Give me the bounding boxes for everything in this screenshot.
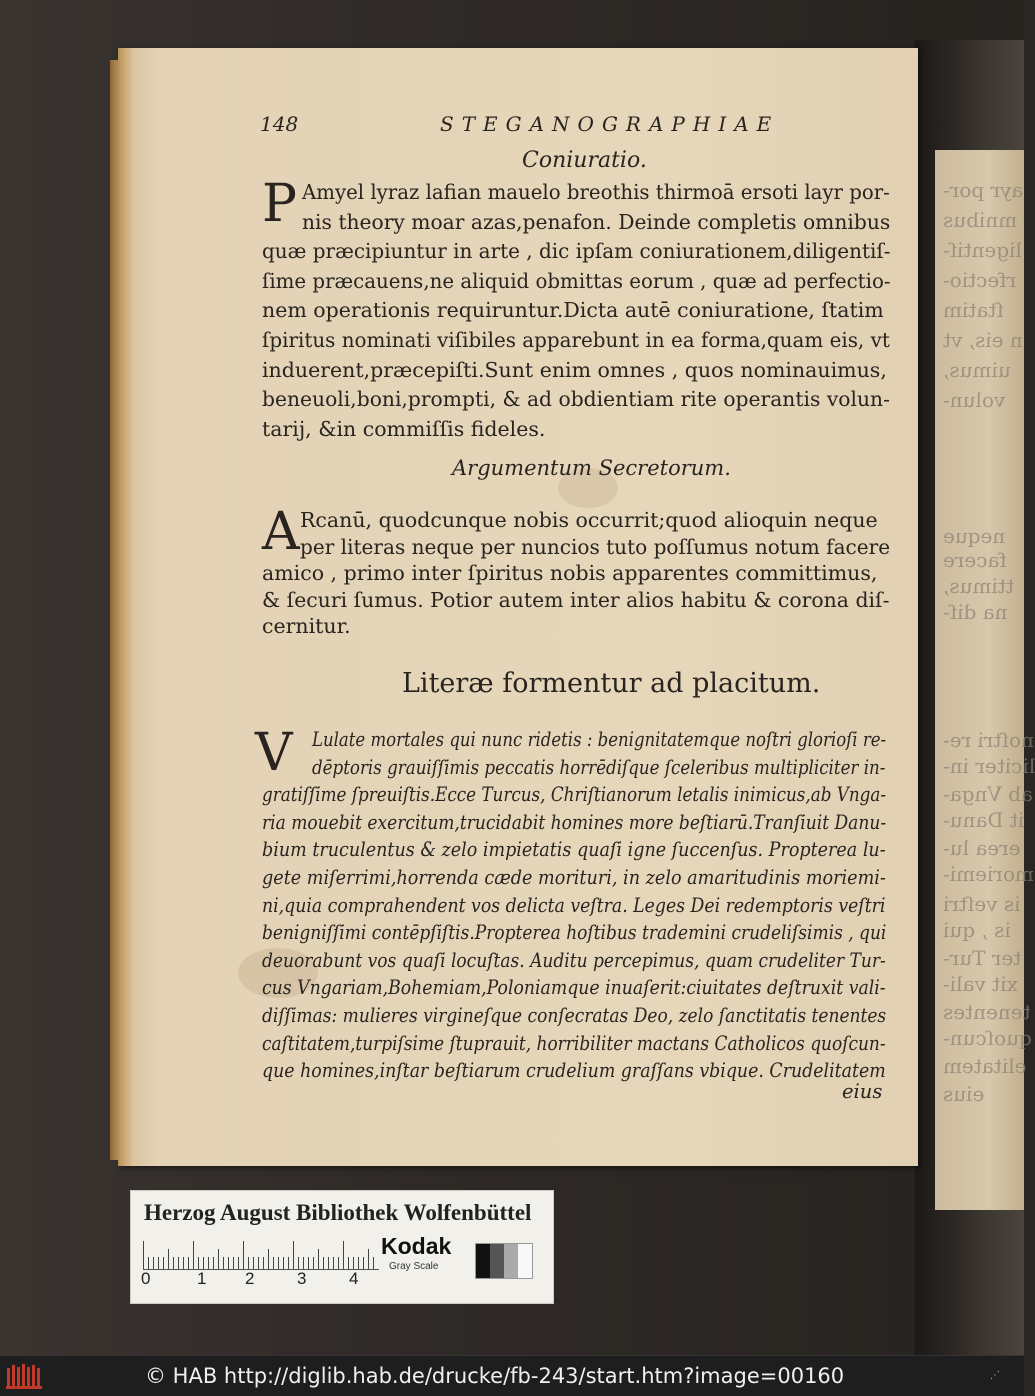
ruler-number: 2: [245, 1269, 255, 1288]
hab-logo-icon: [6, 1362, 46, 1390]
facing-page-fragment: ab Vnga-: [943, 782, 1033, 806]
ruler-tick: [348, 1257, 349, 1269]
kodak-logo: Kodak: [381, 1233, 452, 1259]
facing-page-fragment: ſtatim: [943, 298, 1004, 322]
ruler-tick: [268, 1249, 269, 1269]
gray-swatches: [475, 1243, 533, 1279]
text-line: nis theory moar azas,penafon. Deinde completis omnibus: [302, 209, 891, 234]
ruler-tick: [168, 1249, 169, 1269]
ruler-tick: [233, 1257, 234, 1269]
drop-cap: P: [262, 174, 297, 234]
text-line: induerent,præcepiſti.Sunt enim omnes , quos nominauimus,: [262, 357, 887, 382]
section-title-coniuratio: Coniuratio.: [522, 148, 647, 173]
text-line: que homines,inſtar beſtiarum crudelium graſſans vbique. Crudelitatem: [262, 1059, 886, 1083]
text-line: & ſecuri ſumus. Potior autem inter alios habitu & corona diſ-: [262, 587, 890, 612]
text-line: ſime præcauens,ne aliquid obmittas eorum , quæ ad perfectio-: [262, 268, 891, 293]
gray-scale-label: Gray Scale: [389, 1261, 439, 1272]
facing-page-fragment: moriemi-: [943, 862, 1034, 886]
ruler-tick: [143, 1241, 144, 1269]
facing-page-fragment: ttimus,: [943, 574, 1014, 598]
text-line: nem operationis requiruntur.Dicta autē coniuratione, ſtatim: [262, 298, 884, 323]
facing-page-fragment: mnibus: [943, 208, 1018, 232]
facing-page-fragment: ligentiſ-: [943, 238, 1022, 262]
ruler-tick: [333, 1257, 334, 1269]
ruler-tick: [228, 1257, 229, 1269]
ruler-tick: [298, 1257, 299, 1269]
facing-page-fragment: is veſtri: [943, 892, 1021, 916]
facing-page-fragment: liciter in-: [943, 754, 1035, 778]
facing-page-fragment: erea lu-: [943, 836, 1021, 860]
swatch-black: [476, 1244, 490, 1278]
text-line: deuorabunt vos quaſi locuſtas. Auditu percepimus, quam crudeliter Tur-: [262, 948, 886, 972]
ruler-tick: [158, 1257, 159, 1269]
ruler-tick: [318, 1249, 319, 1269]
facing-page-fragment: elitatem: [943, 1054, 1027, 1078]
text-line: per literas neque per nuncios tuto poſſumus notum facere: [300, 534, 891, 559]
status-bar: [0, 1355, 1024, 1396]
scale-ruler: [143, 1239, 379, 1270]
text-line: Lulate mortales qui nunc ridetis : benignitatemque noſtri glorioſi re-: [312, 728, 887, 751]
facing-page-fragment: xit vali-: [943, 972, 1018, 996]
ruler-tick: [193, 1241, 194, 1269]
facing-page-fragment: noſtri re-: [943, 728, 1034, 752]
ruler-number: 1: [197, 1269, 207, 1288]
swatch-dark-gray: [490, 1244, 504, 1278]
facing-page-fragment: tenentes: [943, 1000, 1031, 1024]
text-line: quæ præcipiuntur in arte , dic ipſam coniurationem,diligentiſ-: [262, 239, 891, 264]
ruler-tick: [253, 1257, 254, 1269]
library-name: Herzog August Bibliothek Wolfenbüttel: [144, 1200, 532, 1225]
text-line: gratiſſime ſpreuiſtis.Ecce Turcus, Chriſtianorum letalis inimicus,ab Vnga-: [262, 783, 887, 807]
drop-cap: V: [255, 723, 293, 783]
ruler-number: 0: [141, 1269, 151, 1288]
text-line: Rcanū, quodcunque nobis occurrit;quod alioquin neque: [300, 508, 878, 532]
ruler-tick: [323, 1257, 324, 1269]
ruler-tick: [178, 1257, 179, 1269]
ruler-tick: [243, 1241, 244, 1269]
text-line: caſtitatem,turpiſsime ſtuprauit, horribiliter mactans Catholicos quoſcun-: [262, 1031, 886, 1055]
ruler-tick: [358, 1257, 359, 1269]
ruler-tick: [338, 1257, 339, 1269]
facing-page-fragment: na diſ-: [943, 600, 1008, 624]
text-line: ni,quia comprahendent vos delicta veſtra. Leges Dei redemptoris veſtri: [262, 893, 886, 917]
text-line: amico , primo inter ſpiritus nobis apparentes committimus,: [262, 561, 878, 585]
ruler-tick: [273, 1257, 274, 1269]
ruler-tick: [153, 1257, 154, 1269]
ruler-tick: [293, 1241, 294, 1269]
section-title-literae: Literæ formentur ad placitum.: [402, 668, 821, 699]
ruler-tick: [198, 1257, 199, 1269]
facing-page-fragment: n eis, vt: [943, 328, 1023, 352]
facing-page-fragment: ter Tur-: [943, 946, 1022, 970]
text-line: ſpiritus nominati viſibiles apparebunt in ea forma,quam eis, vt: [262, 328, 890, 352]
ruler-tick: [308, 1257, 309, 1269]
ruler-tick: [163, 1257, 164, 1269]
text-line: benigniſſimi contēpſiſtis.Propterea hoſtibus trademini crudeliſsimis , qui: [262, 921, 887, 945]
ruler-tick: [208, 1257, 209, 1269]
facing-page-fragment: ayr por-: [943, 178, 1024, 202]
catchword: eius: [842, 1080, 883, 1103]
swatch-white: [518, 1244, 532, 1278]
ruler-tick: [288, 1257, 289, 1269]
text-line: cus Vngariam,Bohemiam,Poloniamque inuaſerit:ciuitates deſtruxit vali-: [262, 976, 886, 1000]
copyright-url[interactable]: © HAB http://diglib.hab.de/drucke/fb-243/start.htm?image=00160: [145, 1364, 845, 1388]
ruler-tick: [188, 1257, 189, 1269]
ruler-tick: [328, 1257, 329, 1269]
drop-cap: A: [262, 502, 300, 562]
facing-page-fragment: eius: [943, 1082, 985, 1106]
text-line: beneuoli,boni,prompti, & ad obdientiam rite operantis volun-: [262, 387, 890, 412]
text-line: cernitur.: [262, 614, 351, 638]
ruler-number: 3: [297, 1269, 307, 1288]
ruler-tick: [303, 1257, 304, 1269]
ruler-tick: [363, 1257, 364, 1269]
swatch-light-gray: [504, 1244, 518, 1278]
facing-page-strip: [935, 150, 1035, 1210]
color-target-card: [130, 1190, 554, 1304]
ruler-tick: [183, 1257, 184, 1269]
ruler-tick: [223, 1257, 224, 1269]
text-line: diſſimas: mulieres virgineſque conſecratas Deo, zelo ſanctitatis tenentes: [262, 1004, 887, 1027]
ruler-tick: [203, 1257, 204, 1269]
facing-page-fragment: uimus,: [943, 358, 1011, 382]
running-head: STEGANOGRAPHIAE: [440, 112, 780, 136]
facing-page-fragment: rfectio-: [943, 268, 1017, 292]
ruler-tick: [148, 1257, 149, 1269]
ruler-tick: [238, 1257, 239, 1269]
ruler-tick: [218, 1249, 219, 1269]
ruler-tick: [278, 1257, 279, 1269]
facing-page-fragment: neque: [943, 524, 1006, 548]
facing-page-fragment: is , qui: [943, 918, 1011, 942]
ruler-tick: [343, 1241, 344, 1269]
ruler-tick: [263, 1257, 264, 1269]
text-line: dēptoris grauiſſimis peccatis horrēdiſque ſceleribus multipliciter in-: [312, 755, 886, 779]
page-number: 148: [260, 112, 299, 136]
ruler-tick: [258, 1257, 259, 1269]
ruler-tick: [368, 1249, 369, 1269]
ruler-tick: [173, 1257, 174, 1269]
text-line: bium truculentus & zelo impietatis quaſi igne ſuccenſus. Propterea lu-: [262, 838, 886, 862]
ruler-tick: [353, 1257, 354, 1269]
text-line: Amyel lyraz lafian mauelo breothis thirmoā ersoti layr por-: [302, 180, 890, 204]
ruler-tick: [373, 1257, 374, 1269]
ruler-tick: [213, 1257, 214, 1269]
ruler-number: 4: [349, 1269, 359, 1288]
resize-icon[interactable]: ⋰: [990, 1370, 1000, 1381]
facing-page-fragment: it Danu-: [943, 808, 1025, 832]
text-line: ria mouebit exercitum,trucidabit homines more beſtiarū.Tranſiuit Danu-: [262, 810, 887, 834]
facing-page-fragment: quoſcun-: [943, 1026, 1032, 1050]
text-line: gete miſerrimi,horrenda cæde morituri, in zelo amaritudinis moriemi-: [262, 866, 886, 889]
ruler-tick: [283, 1257, 284, 1269]
ruler-tick: [313, 1257, 314, 1269]
facing-page-fragment: volun-: [943, 388, 1006, 412]
text-line: tarij, &in commiſſis fideles.: [262, 416, 546, 441]
ruler-tick: [248, 1257, 249, 1269]
facing-page-fragment: facere: [943, 548, 1007, 572]
section-title-argumentum: Argumentum Secretorum.: [452, 456, 731, 480]
